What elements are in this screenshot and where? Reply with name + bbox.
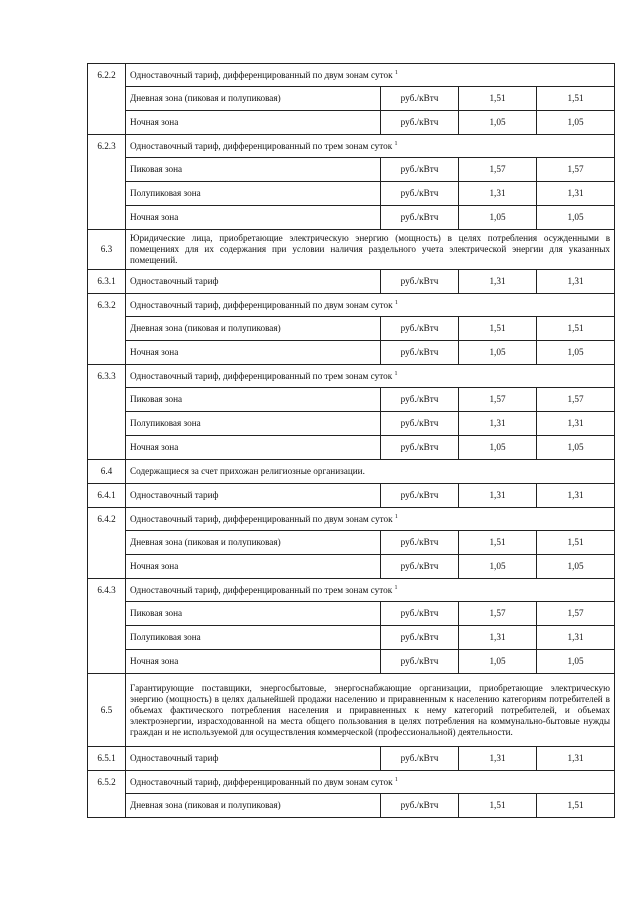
tariff-value-2: 1,05 [537,555,615,579]
tariff-name: Дневная зона (пиковая и полупиковая) [126,87,381,111]
tariff-row [88,182,615,206]
tariff-name: Полупиковая зона [126,412,381,436]
tariff-unit: руб./кВтч [381,484,459,508]
tariff-group-header [88,64,615,87]
tariff-name: Полупиковая зона [126,626,381,650]
tariff-value-2: 1,05 [537,436,615,460]
tariff-unit: руб./кВтч [381,412,459,436]
footnote-marker: 1 [394,370,398,377]
tariff-group-title [126,135,615,158]
tariff-unit: руб./кВтч [381,317,459,341]
tariff-value-1: 1,51 [459,87,537,111]
tariff-name: Полупиковая зона [126,182,381,206]
tariff-row [88,412,615,436]
tariff-value-2: 1,05 [537,650,615,674]
tariff-name: Дневная зона (пиковая и полупиковая) [126,317,381,341]
row-number: 6.3.1 [88,270,126,294]
footnote-marker: 1 [394,584,398,591]
tariff-group-title-text: Одноставочный тариф, дифференцированный по трем зонам суток [130,370,393,381]
tariff-value-2: 1,31 [537,626,615,650]
row-number: 6.4.3 [88,579,126,674]
tariff-document-page [87,63,614,818]
tariff-row [88,87,615,111]
tariff-value-2: 1,31 [537,182,615,206]
row-number: 6.2.3 [88,135,126,230]
row-number: 6.3.2 [88,294,126,365]
tariff-value-1: 1,31 [459,626,537,650]
tariff-value-1: 1,51 [459,531,537,555]
tariff-value-1: 1,05 [459,341,537,365]
tariff-value-1: 1,51 [459,317,537,341]
tariff-row [88,602,615,626]
tariff-unit: руб./кВтч [381,270,459,294]
tariff-name: Пиковая зона [126,158,381,182]
tariff-value-2: 1,31 [537,747,615,771]
tariff-value-1: 1,57 [459,158,537,182]
tariff-value-2: 1,05 [537,341,615,365]
tariff-name: Ночная зона [126,206,381,230]
tariff-unit: руб./кВтч [381,158,459,182]
tariff-unit: руб./кВтч [381,626,459,650]
row-number: 6.5.2 [88,771,126,818]
row-number: 6.5 [88,674,126,747]
tariff-value-2: 1,51 [537,794,615,818]
tariff-row [88,111,615,135]
footnote-marker: 1 [394,69,398,76]
tariff-name: Ночная зона [126,555,381,579]
section-description: Содержащиеся за счет прихожан религиозные организации. [126,460,615,484]
tariff-row [88,206,615,230]
tariff-value-2: 1,57 [537,602,615,626]
section-description: Гарантирующие поставщики, энергосбытовые, энергоснабжающие организации, приобретающие электрическую энергию (мощность) в целях дальнейшей продажи населению и приравненным к населению категориям потребителей в объемах фактического потребления населения и приравненных к нему категорий потребителей, и объемах электроэнергии, израсходованной на места общего пользования в целях потребления на коммунально-бытовые нужды граждан и не используемой для осуществления коммерческой (профессиональной) деятельности. [126,674,615,747]
tariff-row [88,531,615,555]
tariff-row [88,794,615,818]
tariff-unit: руб./кВтч [381,436,459,460]
tariff-group-header [88,771,615,794]
tariff-unit: руб./кВтч [381,182,459,206]
tariff-group-title-text: Одноставочный тариф, дифференцированный по трем зонам суток [130,584,393,595]
section-row [88,230,615,270]
tariff-row [88,270,615,294]
row-number: 6.5.1 [88,747,126,771]
tariff-group-title [126,579,615,602]
tariff-group-title [126,771,615,794]
tariff-name: Ночная зона [126,341,381,365]
tariff-name: Пиковая зона [126,388,381,412]
tariff-name: Дневная зона (пиковая и полупиковая) [126,794,381,818]
tariff-group-title [126,365,615,388]
tariff-unit: руб./кВтч [381,555,459,579]
tariff-name: Одноставочный тариф [126,484,381,508]
footnote-marker: 1 [394,776,398,783]
tariff-name: Ночная зона [126,650,381,674]
tariff-value-1: 1,57 [459,602,537,626]
tariff-group-title [126,294,615,317]
tariff-group-header [88,579,615,602]
tariff-unit: руб./кВтч [381,341,459,365]
tariff-value-1: 1,05 [459,206,537,230]
row-number: 6.4.2 [88,508,126,579]
tariff-value-2: 1,57 [537,388,615,412]
tariff-group-header [88,365,615,388]
tariff-value-1: 1,31 [459,412,537,436]
tariff-value-2: 1,31 [537,412,615,436]
tariff-group-title [126,64,615,87]
tariff-value-1: 1,05 [459,111,537,135]
tariff-row [88,747,615,771]
tariff-row [88,388,615,412]
tariff-group-title [126,508,615,531]
tariff-name: Одноставочный тариф [126,747,381,771]
tariff-row [88,626,615,650]
row-number: 6.2.2 [88,64,126,135]
tariff-value-1: 1,05 [459,555,537,579]
tariff-unit: руб./кВтч [381,747,459,771]
row-number: 6.4.1 [88,484,126,508]
tariff-group-header [88,508,615,531]
tariff-value-1: 1,31 [459,747,537,771]
tariff-unit: руб./кВтч [381,206,459,230]
tariff-name: Дневная зона (пиковая и полупиковая) [126,531,381,555]
tariff-group-header [88,294,615,317]
tariff-value-2: 1,57 [537,158,615,182]
tariff-group-title-text: Одноставочный тариф, дифференцированный по двум зонам суток [130,513,393,524]
tariff-unit: руб./кВтч [381,602,459,626]
tariff-unit: руб./кВтч [381,531,459,555]
tariff-name: Пиковая зона [126,602,381,626]
row-number: 6.3.3 [88,365,126,460]
tariff-row [88,650,615,674]
tariff-group-title-text: Одноставочный тариф, дифференцированный по двум зонам суток [130,69,393,80]
tariff-value-2: 1,51 [537,317,615,341]
tariff-row [88,317,615,341]
tariff-row [88,158,615,182]
tariff-group-title-text: Одноставочный тариф, дифференцированный по трем зонам суток [130,140,393,151]
tariff-unit: руб./кВтч [381,388,459,412]
tariff-value-1: 1,31 [459,270,537,294]
tariff-unit: руб./кВтч [381,111,459,135]
tariff-value-2: 1,05 [537,206,615,230]
tariff-name: Ночная зона [126,436,381,460]
tariff-value-1: 1,51 [459,794,537,818]
tariff-row [88,484,615,508]
tariff-value-1: 1,57 [459,388,537,412]
tariff-value-2: 1,05 [537,111,615,135]
footnote-marker: 1 [394,140,398,147]
tariff-table [87,63,615,818]
tariff-name: Ночная зона [126,111,381,135]
tariff-group-header [88,135,615,158]
tariff-row [88,555,615,579]
tariff-value-2: 1,31 [537,484,615,508]
section-row [88,674,615,747]
tariff-unit: руб./кВтч [381,794,459,818]
tariff-unit: руб./кВтч [381,650,459,674]
tariff-value-1: 1,05 [459,436,537,460]
tariff-value-2: 1,51 [537,531,615,555]
tariff-value-2: 1,51 [537,87,615,111]
tariff-row [88,341,615,365]
row-number: 6.4 [88,460,126,484]
tariff-name: Одноставочный тариф [126,270,381,294]
section-description: Юридические лица, приобретающие электрическую энергию (мощность) в целях потребления осужденными в помещениях для их содержания при условии наличия раздельного учета электрической энергии для указанных помещений. [126,230,615,270]
footnote-marker: 1 [394,513,398,520]
tariff-table-body [88,64,615,818]
tariff-value-1: 1,05 [459,650,537,674]
tariff-row [88,436,615,460]
row-number: 6.3 [88,230,126,270]
tariff-group-title-text: Одноставочный тариф, дифференцированный по двум зонам суток [130,776,393,787]
tariff-value-1: 1,31 [459,484,537,508]
tariff-group-title-text: Одноставочный тариф, дифференцированный по двум зонам суток [130,299,393,310]
tariff-value-2: 1,31 [537,270,615,294]
section-row [88,460,615,484]
footnote-marker: 1 [394,299,398,306]
tariff-unit: руб./кВтч [381,87,459,111]
tariff-value-1: 1,31 [459,182,537,206]
